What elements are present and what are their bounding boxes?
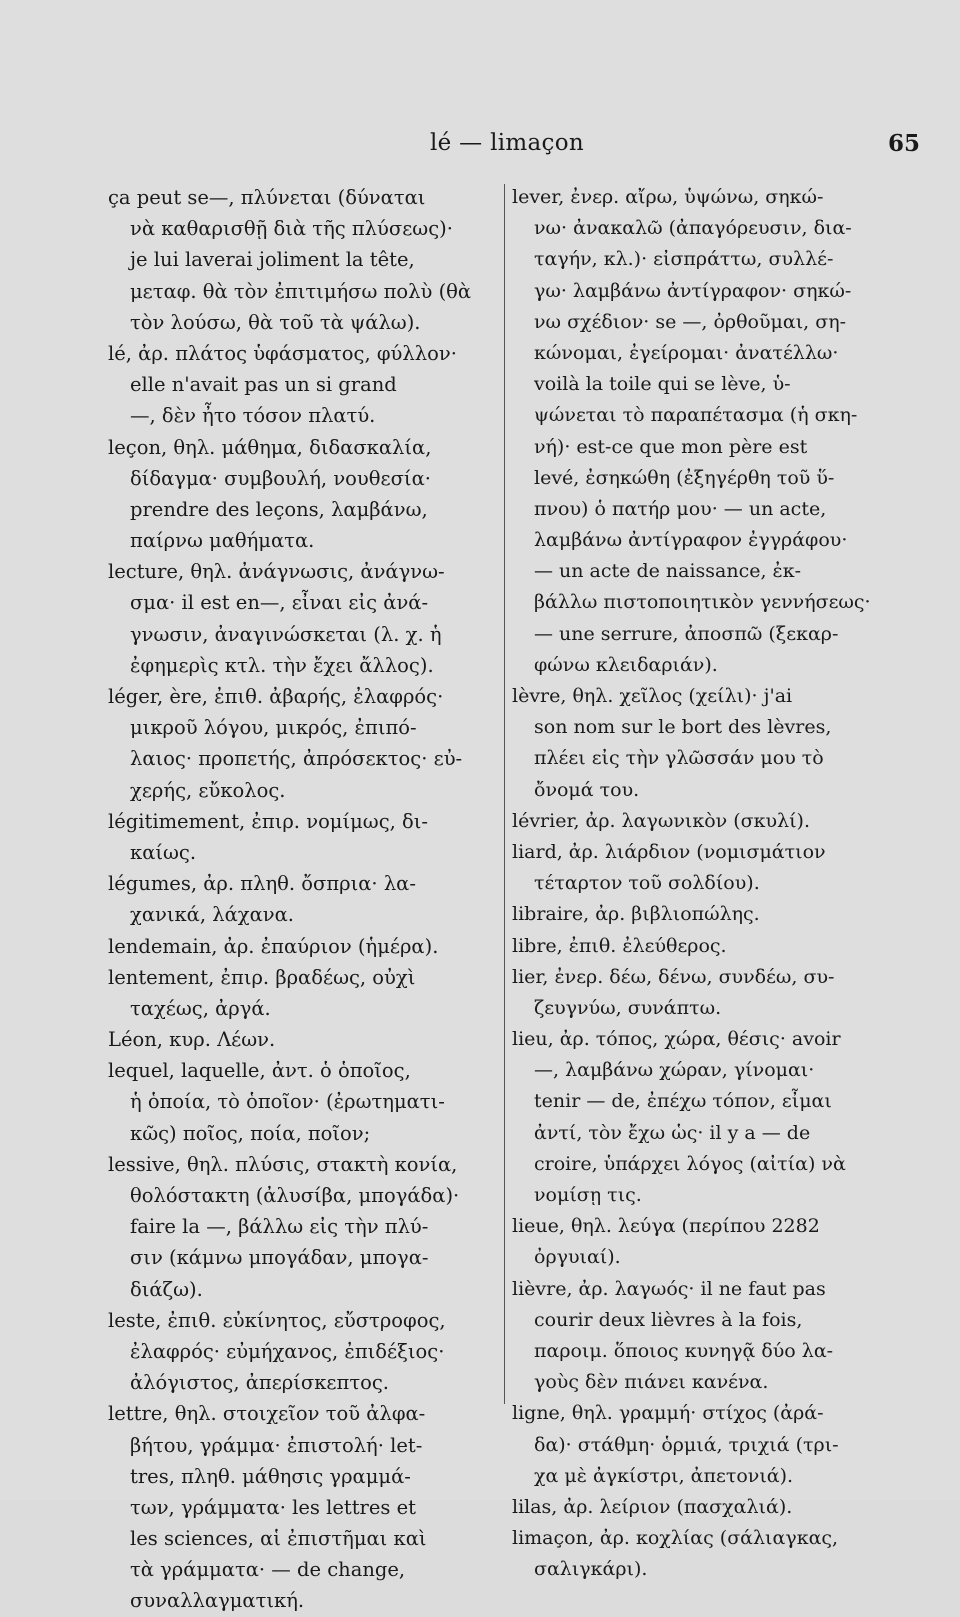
entry-continuation-line: θολόστακτη (ἀλυσίβα, μπογάδα)· [130,1184,460,1207]
entry-continuation-line: γω· λαμβάνω ἀντίγραφον· σηκώ- [534,279,852,302]
entry-headword-line: lieu, ἀρ. τόπος, χώρα, θέσις· avoir [512,1028,841,1051]
entry-headword-line: ça peut se—, πλύνεται (δύναται [108,186,426,209]
entry-continuation-line: κώνομαι, ἐγείρομαι· ἀνατέλλω· [534,341,839,364]
page-header [0,130,960,164]
entry-continuation-line: χα μὲ ἀγκίστρι, ἀπετονιά). [534,1464,794,1487]
entry-continuation-line: πνου) ὁ πατήρ μου· — un acte, [534,497,827,520]
entry-continuation-line: —, λαμβάνω χώραν, γίνομαι· [534,1059,815,1082]
running-head: lé — limaçon [430,130,584,156]
entry-continuation-line: διάζω). [130,1277,203,1301]
entry-continuation-line: λαιος· προπετής, ἀπρόσεκτος· εὐ- [130,747,463,771]
entry-headword-line: lier, ἐνερ. δέω, δένω, συνδέω, συ- [512,965,835,988]
entry-continuation-line: ὀργυιαί). [534,1246,621,1269]
entry-continuation-line: ἡ ὁποία, τὸ ὁποῖον· (ἐρωτηματι- [130,1090,445,1114]
entry-continuation-line: —, δὲν ἦτο τόσον πλατύ. [130,404,376,428]
entry-headword-line: libraire, ἀρ. βιβλιοπώλης. [512,903,760,926]
page-number: 65 [888,130,921,157]
entry-headword-line: lettre, θηλ. στοιχεῖον τοῦ ἀλφα- [108,1402,426,1426]
entry-continuation-line: συναλλαγματική. [130,1589,305,1613]
entry-headword-line: Léon, κυρ. Λέων. [108,1028,276,1052]
entry-continuation-line: λαμβάνω ἀντίγραφον ἐγγράφου· [534,529,848,552]
entry-continuation-line: τὰ γράμματα· — de change, [130,1558,406,1582]
entry-continuation-line: ταγήν, κλ.)· εἰσπράττω, συλλέ- [534,248,834,271]
entry-headword-line: lever, ἐνερ. αἴρω, ὑψώνω, σηκώ- [512,186,824,208]
entry-headword-line: lendemain, ἀρ. ἐπαύριον (ἡμέρα). [108,934,439,958]
entry-continuation-line: son nom sur le bort des lèvres, [534,716,832,739]
entry-continuation-line: βάλλω πιστοποιητικὸν γεννήσεως· [534,591,871,614]
entry-continuation-line: παίρνω μαθήματα. [130,529,315,553]
entry-headword-line: lequel, laquelle, ἀντ. ὁ ὁποῖος, [108,1059,411,1083]
entry-continuation-line: νή)· est-ce que mon père est [534,435,808,458]
entry-continuation-line: δα)· στάθμη· ὁρμιά, τριχιά (τρι- [534,1433,839,1456]
entry-headword-line: lecture, θηλ. ἀνάγνωσις, ἀνάγνω- [108,560,445,584]
entry-continuation-line: βήτου, γράμμα· ἐπιστολή· let- [130,1433,423,1457]
entry-continuation-line: πλέει εἰς τὴν γλῶσσάν μου τὸ [534,747,824,770]
entry-continuation-line: χανικά, λάχανα. [130,903,294,927]
entry-continuation-line: voilà la toile qui se lève, ὑ- [534,373,791,396]
entry-continuation-line: ὄνομά του. [534,778,640,801]
entry-continuation-line: νω· ἀνακαλῶ (ἀπαγόρευσιν, δια- [534,217,852,240]
entry-continuation-line: ἀλόγιστος, ἀπερίσκεπτος. [130,1371,389,1395]
right-column [512,182,900,1585]
entry-continuation-line: σμα· il est en—, εἶναι εἰς ἀνά- [130,591,429,615]
entry-continuation-line: ἐφημερὶς κτλ. τὴν ἔχει ἄλλος). [130,653,434,677]
entry-continuation-line: tenir — de, ἐπέχω τόπον, εἶμαι [534,1090,832,1113]
entry-continuation-line: courir deux lièvres à la fois, [534,1308,803,1331]
entry-continuation-line: χερής, εὔκολος. [130,778,286,802]
entry-continuation-line: τέταρτον τοῦ σολδίου). [534,872,760,895]
entry-headword-line: lévrier, ἀρ. λαγωνικὸν (σκυλί). [512,809,810,832]
entry-continuation-line: ἀντί, τὸν ἔχω ὡς· il y a — de [534,1121,811,1144]
entry-headword-line: léger, ère, ἐπιθ. ἀβαρής, ἐλαφρός· [108,685,444,708]
entry-continuation-line: κῶς) ποῖος, ποία, ποῖον; [130,1121,371,1145]
entry-continuation-line: — une serrure, ἀποσπῶ (ξεκαρ- [534,622,839,645]
entry-continuation-line: je lui laverai joliment la tête, [130,248,415,272]
entry-continuation-line: των, γράμματα· les lettres et [130,1495,416,1519]
entry-headword-line: légumes, ἀρ. πληθ. ὄσπρια· λα- [108,872,416,896]
entry-continuation-line: les sciences, αἱ ἐπιστῆμαι καὶ [130,1527,427,1551]
entry-continuation-line: νομίσῃ τις. [534,1184,642,1206]
entry-continuation-line: μικροῦ λόγου, μικρός, ἐπιπό- [130,716,417,740]
entry-continuation-line: μεταφ. θὰ τὸν ἐπιτιμήσω πολὺ (θὰ [130,279,472,303]
entry-continuation-line: παροιμ. ὅποιος κυνηγᾷ δύο λα- [534,1339,834,1362]
entry-headword-line: lessive, θηλ. πλύσις, στακτὴ κονία, [108,1152,458,1176]
entry-headword-line: liard, ἀρ. λιάρδιον (νομισμάτιον [512,840,826,863]
entry-headword-line: légitimement, ἐπιρ. νομίμως, δι- [108,809,428,833]
entry-continuation-line: ψώνεται τὸ παραπέτασμα (ἡ σκη- [534,404,858,427]
entry-continuation-line: ταχέως, ἀργά. [130,996,271,1020]
entry-headword-line: leste, ἐπιθ. εὐκίνητος, εὔστροφος, [108,1308,446,1332]
entry-continuation-line: δίδαγμα· συμβουλή, νουθεσία· [130,466,431,490]
entry-continuation-line: σαλιγκάρι). [534,1558,648,1581]
entry-continuation-line: ζευγνύω, συνάπτω. [534,996,722,1019]
entry-continuation-line: νὰ καθαρισθῇ διὰ τῆς πλύσεως)· [130,217,453,241]
entry-continuation-line: faire la —, βάλλω εἰς τὴν πλύ- [130,1215,429,1239]
entry-headword-line: libre, ἐπιθ. ἐλεύθερος. [512,934,727,957]
left-column [108,182,502,1617]
entry-headword-line: lieue, θηλ. λεύγα (περίπου 2282 [512,1215,820,1238]
entry-headword-line: leçon, θηλ. μάθημα, διδασκαλία, [108,435,432,459]
column-divider [504,184,505,1404]
entry-continuation-line: τὸν λούσω, θὰ τοῦ τὰ ψάλω). [130,310,421,334]
entry-headword-line: lilas, ἀρ. λείριον (πασχαλιά). [512,1495,793,1518]
entry-continuation-line: — un acte de naissance, ἐκ- [534,560,802,583]
entry-continuation-line: φώνω κλειδαριάν). [534,653,718,676]
entry-continuation-line: tres, πληθ. μάθησις γραμμά- [130,1464,411,1488]
entry-headword-line: lentement, ἐπιρ. βραδέως, οὐχὶ [108,965,416,989]
entry-continuation-line: prendre des leçons, λαμβάνω, [130,497,428,521]
entry-headword-line: lé, ἀρ. πλάτος ὑφάσματος, φύλλον· [108,341,457,365]
entry-headword-line: lièvre, ἀρ. λαγωός· il ne faut pas [512,1277,826,1300]
entry-continuation-line: καίως. [130,840,197,864]
entry-continuation-line: γνωσιν, ἀναγινώσκεται (λ. χ. ἡ [130,622,442,646]
entry-continuation-line: σιν (κάμνω μπογάδαν, μπογα- [130,1246,429,1270]
entry-continuation-line: levé, ἐσηκώθη (ἐξηγέρθη τοῦ ὕ- [534,466,835,489]
entry-continuation-line: croire, ὑπάρχει λόγος (αἰτία) νὰ [534,1152,846,1175]
entry-headword-line: limaçon, ἀρ. κοχλίας (σάλιαγκας, [512,1527,839,1550]
entry-continuation-line: γοὺς δὲν πιάνει κανένα. [534,1371,769,1394]
entry-headword-line: lèvre, θηλ. χεῖλος (χείλι)· j'ai [512,685,793,707]
entry-continuation-line: elle n'avait pas un si grand [130,373,397,397]
entry-headword-line: ligne, θηλ. γραμμή· στίχος (ἀρά- [512,1402,824,1425]
entry-continuation-line: νω σχέδιον· se —, ὀρθοῦμαι, ση- [534,310,846,333]
entry-continuation-line: ἐλαφρός· εὐμήχανος, ἐπιδέξιος· [130,1339,445,1363]
